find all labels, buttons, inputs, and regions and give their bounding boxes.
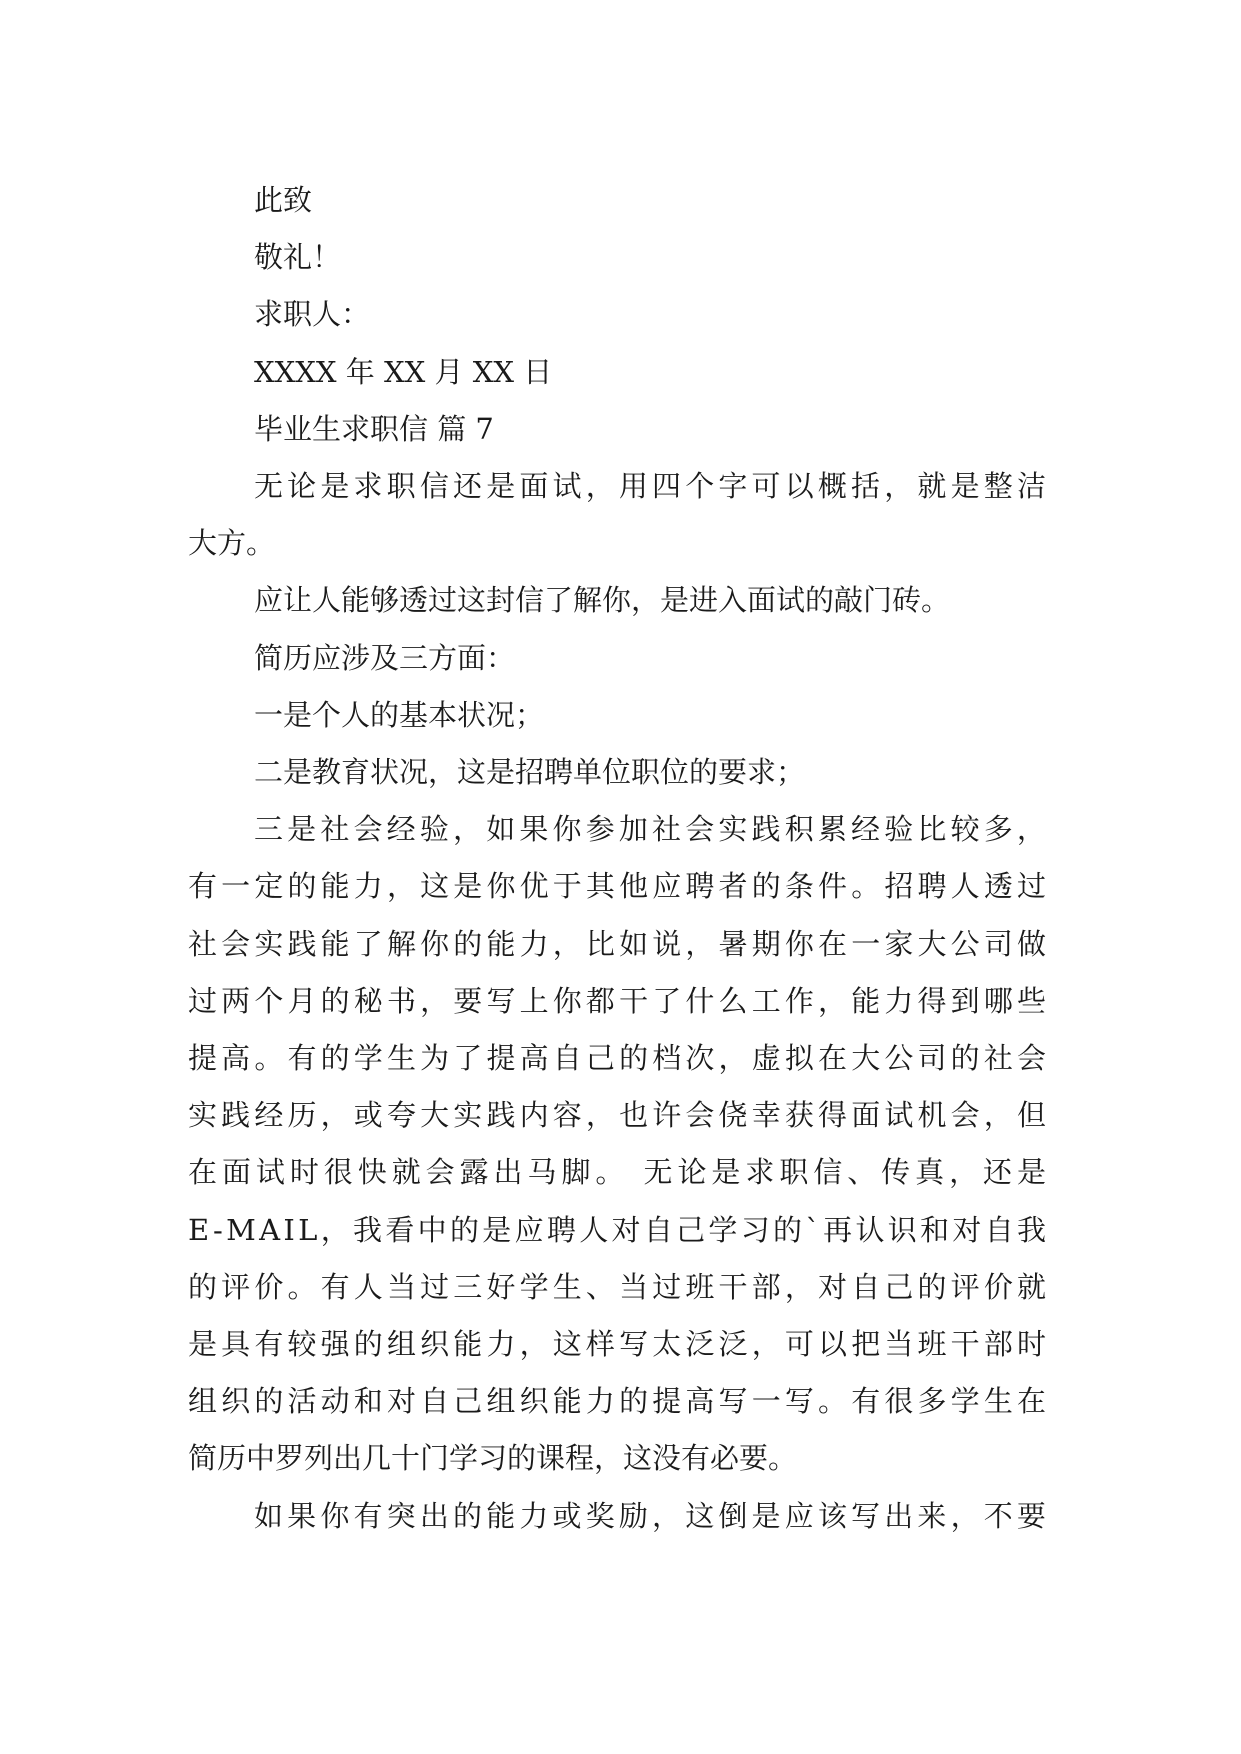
paragraph-line: 实践经历，或夸大实践内容，也许会侥幸获得面试机会，但 (188, 1098, 1051, 1132)
salutation-line: 敬礼！ (254, 240, 342, 274)
paragraph-line: 应让人能够透过这封信了解你，是进入面试的敲门砖。 (254, 583, 951, 617)
list-item-line: 二是教育状况，这是招聘单位职位的要求； (254, 755, 806, 789)
paragraph-line: 在面试时很快就会露出马脚。 无论是求职信、传真，还是 (188, 1155, 1051, 1189)
paragraph-line: 过两个月的秘书，要写上你都干了什么工作，能力得到哪些 (188, 984, 1051, 1018)
paragraph-line: 简历应涉及三方面： (254, 641, 516, 675)
paragraph-line: 组织的活动和对自己组织能力的提高写一写。有很多学生在 (188, 1384, 1051, 1418)
paragraph-line: 社会实践能了解你的能力，比如说，暑期你在一家大公司做 (188, 927, 1051, 961)
date-line: XXXX 年 XX 月 XX 日 (254, 355, 553, 389)
applicant-line: 求职人： (254, 297, 371, 331)
paragraph-line: E-MAIL，我看中的是应聘人对自己学习的`再认识和对自我 (188, 1213, 1050, 1247)
paragraph-line: 有一定的能力，这是你优于其他应聘者的条件。招聘人透过 (188, 869, 1051, 903)
list-item-line: 一是个人的基本状况； (254, 698, 545, 732)
paragraph-line: 提高。有的学生为了提高自己的档次，虚拟在大公司的社会 (188, 1041, 1051, 1075)
list-item-line: 三是社会经验，如果你参加社会实践积累经验比较多， (254, 812, 1051, 846)
paragraph-line: 的评价。有人当过三好学生、当过班干部，对自己的评价就 (188, 1270, 1051, 1304)
closing-line: 此致 (254, 183, 313, 217)
paragraph-line: 是具有较强的组织能力，这样写太泛泛，可以把当班干部时 (188, 1327, 1051, 1361)
paragraph-line: 如果你有突出的能力或奖励，这倒是应该写出来，不要 (254, 1499, 1051, 1533)
section-heading: 毕业生求职信 篇 7 (254, 412, 494, 446)
paragraph-line: 简历中罗列出几十门学习的课程，这没有必要。 (188, 1441, 798, 1475)
paragraph-line: 无论是求职信还是面试，用四个字可以概括，就是整洁 (254, 469, 1051, 503)
paragraph-line: 大方。 (188, 526, 276, 560)
